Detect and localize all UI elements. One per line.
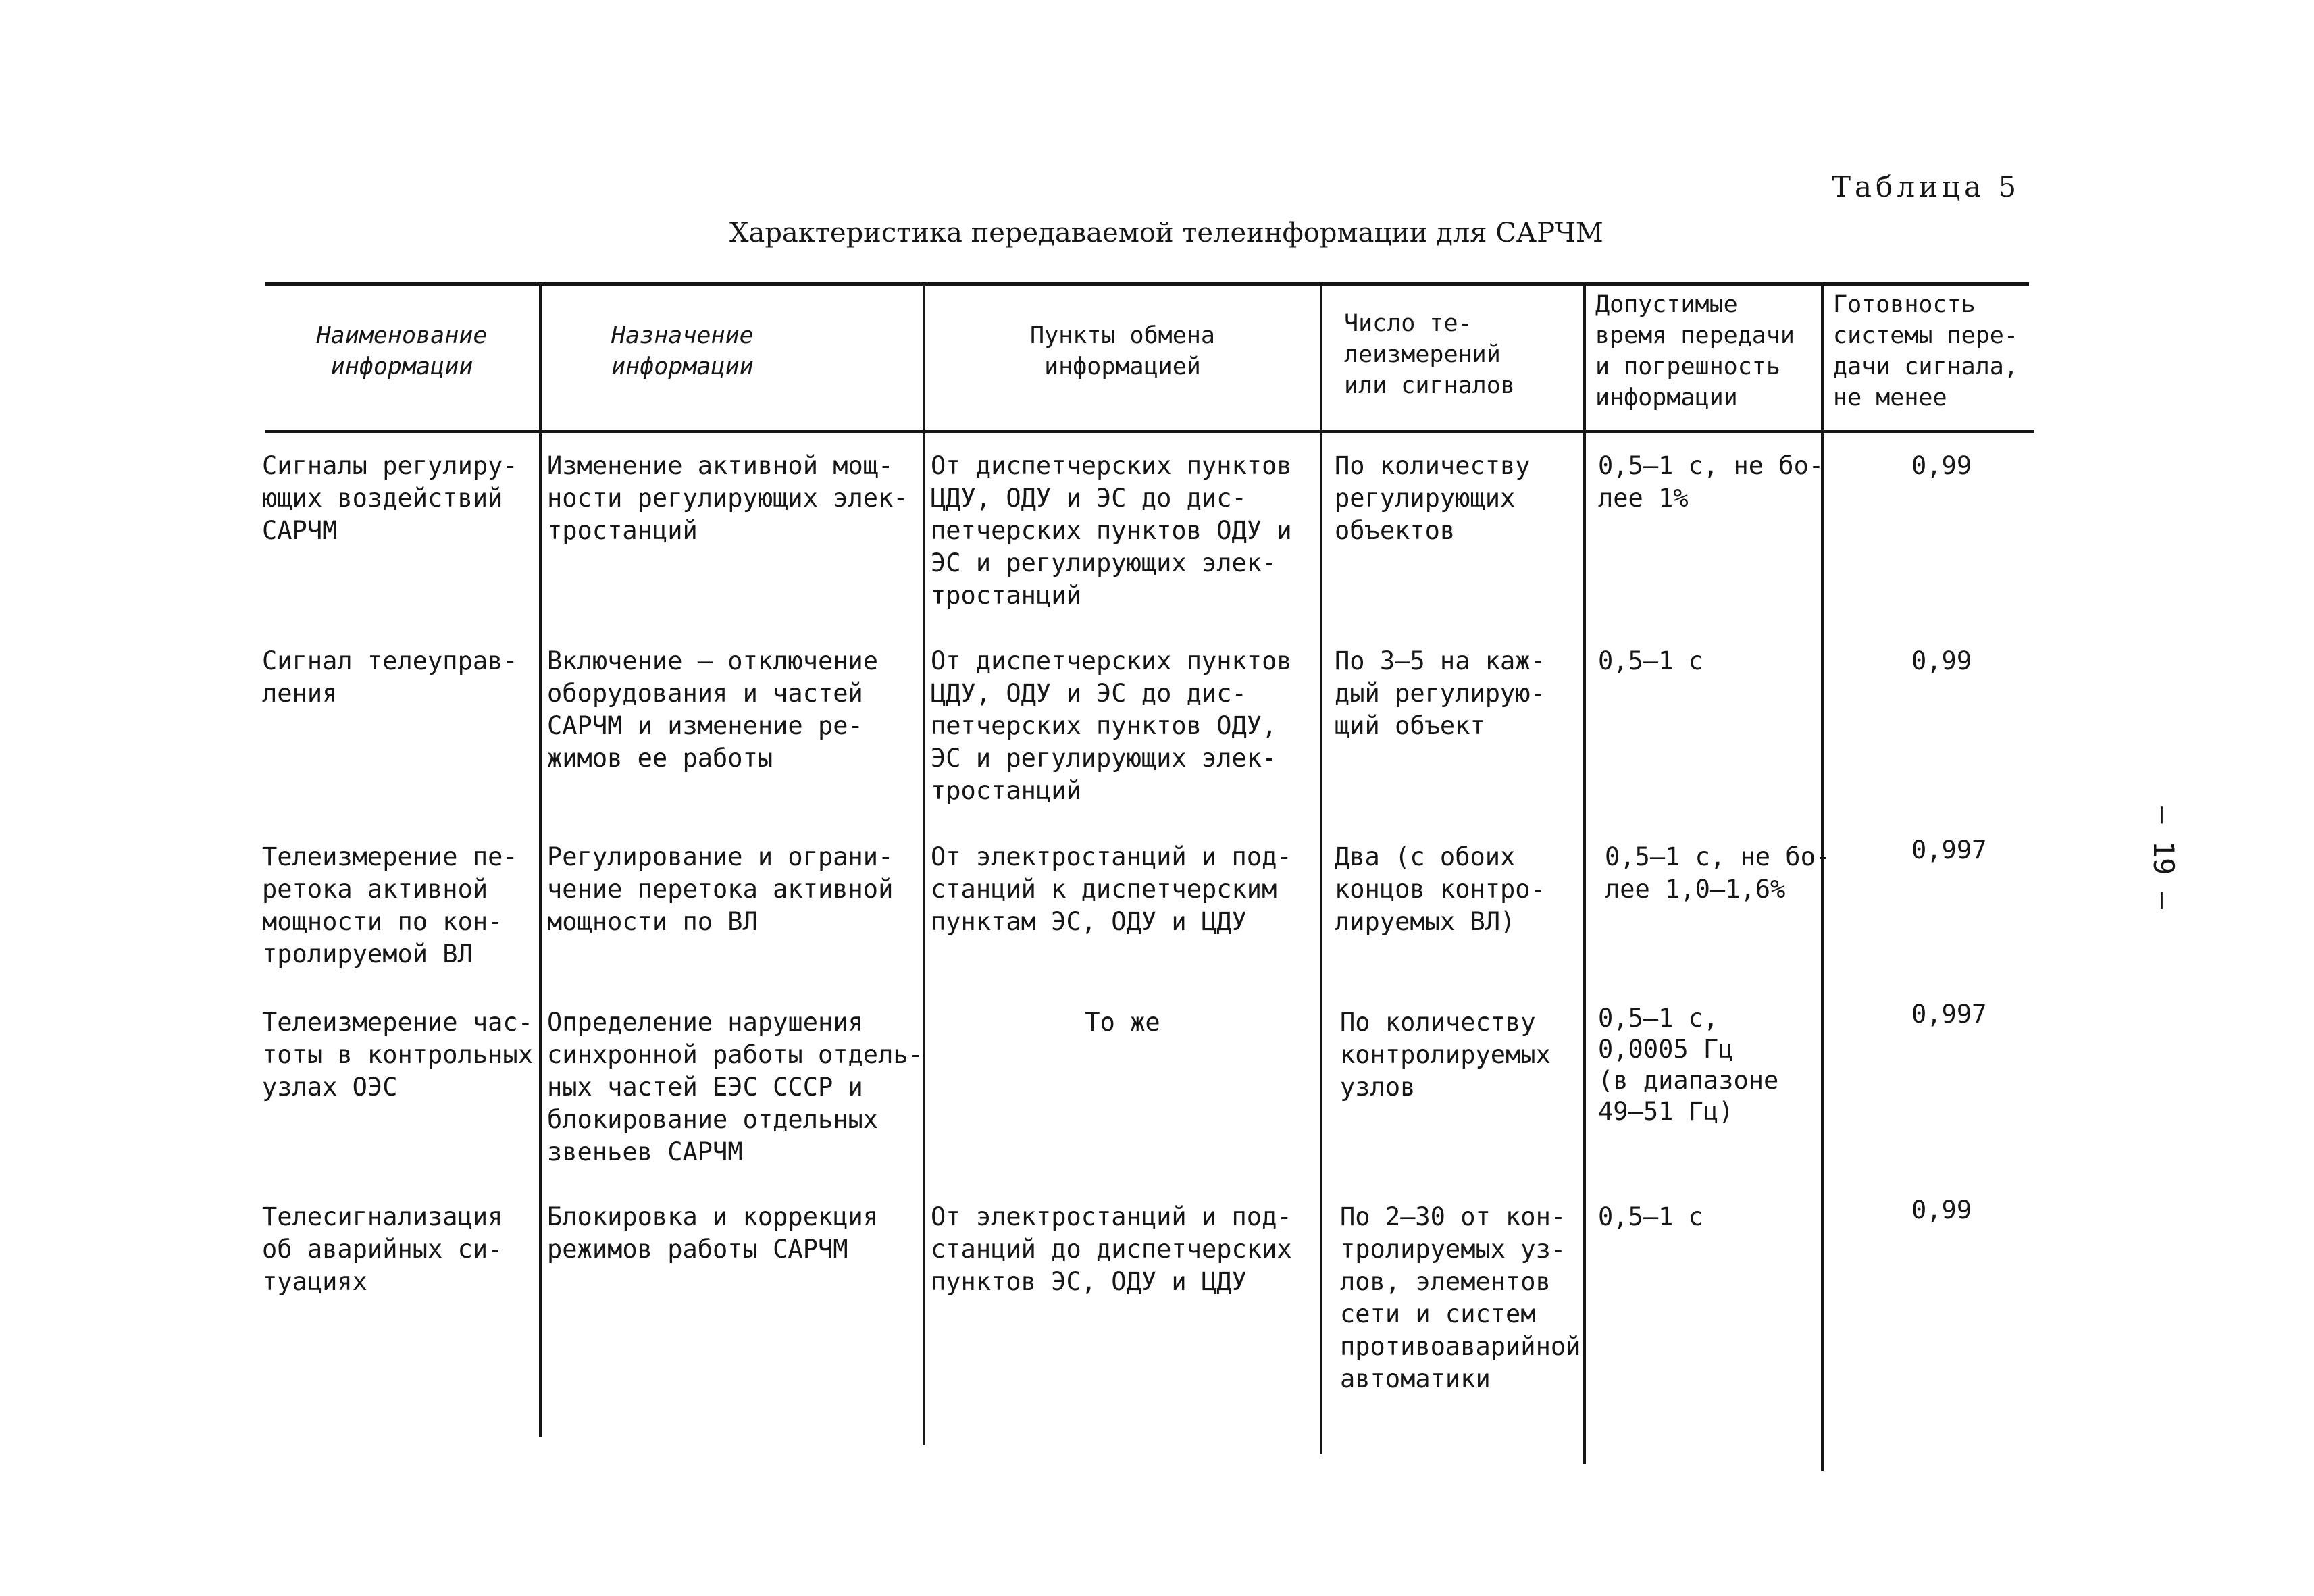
table-cell-readiness: 0,99: [1911, 451, 1972, 480]
table-cell-purpose: Регулирование и ограни- чение перетока активной мощности по ВЛ: [547, 842, 894, 936]
column-header-time: Допустимые время передачи и погрешность информации: [1595, 291, 1795, 411]
table-cell-time: 0,5–1 с: [1598, 646, 1703, 675]
table-cell-name: Телесигнализация об аварийных си- туациях: [262, 1202, 503, 1296]
table-cell-readiness: 0,997: [1911, 835, 1987, 865]
table-cell-name: Телеизмерение час- тоты в контрольных узлах ОЭС: [262, 1008, 533, 1102]
table-cell-points: От электростанций и под- станций к диспетчерским пунктам ЭС, ОДУ и ЦДУ: [931, 842, 1292, 936]
column-header-name: Наименование информации: [316, 322, 488, 380]
column-divider: [539, 282, 542, 1437]
table-label: Таблица 5: [1832, 170, 2021, 203]
table-cell-count: По количеству регулирующих объектов: [1335, 451, 1531, 545]
table-cell-time: 0,5–1 с, 0,0005 Гц (в диапазоне 49–51 Гц): [1598, 1004, 1779, 1126]
table-cell-purpose: Включение – отключение оборудования и частей САРЧМ и изменение ре- жимов ее работы: [547, 646, 879, 773]
table-cell-time: 0,5–1 с: [1598, 1202, 1703, 1231]
table-cell-name: Телеизмерение пе- ретока активной мощности по кон- тролируемой ВЛ: [262, 842, 518, 969]
table-cell-points: От электростанций и под- станций до диспетчерских пунктов ЭС, ОДУ и ЦДУ: [931, 1202, 1292, 1296]
table-cell-readiness: 0,99: [1911, 646, 1972, 675]
table-cell-count: По количеству контролируемых узлов: [1340, 1008, 1551, 1102]
table-cell-time: 0,5–1 с, не бо- лее 1,0–1,6%: [1605, 842, 1831, 904]
table-cell-count: По 3–5 на каж- дый регулирую- щий объект: [1335, 646, 1545, 740]
column-header-purpose: Назначение информации: [611, 322, 754, 380]
table-cell-purpose: Определение нарушения синхронной работы отдель- ных частей ЕЭС СССР и блокирование отдельных звеньев САРЧМ: [547, 1008, 923, 1166]
table-cell-purpose: Изменение активной мощ- ности регулирующих элек- тростанций: [547, 451, 908, 545]
table-cell-count: Два (с обоих концов контро- лируемых ВЛ): [1335, 842, 1545, 936]
page-number: – 19 –: [2147, 806, 2180, 909]
table-cell-name: Сигнал телеуправ- ления: [262, 646, 518, 708]
column-header-points: Пункты обмена информацией: [1030, 322, 1215, 380]
table-cell-count: По 2–30 от кон- тролируемых уз- лов, элементов сети и систем противоаварийной автоматики: [1340, 1202, 1581, 1393]
table-cell-purpose: Блокировка и коррекция режимов работы САРЧМ: [547, 1202, 879, 1264]
table-cell-time: 0,5–1 с, не бо- лее 1%: [1598, 451, 1824, 513]
column-header-readiness: Готовность системы пере- дачи сигнала, не менее: [1833, 291, 2018, 411]
table-cell-points: То же: [1085, 1008, 1160, 1037]
table-cell-name: Сигналы регулиру- ющих воздействий САРЧМ: [262, 451, 518, 545]
table-title: Характеристика передаваемой телеинформации для САРЧМ: [729, 217, 1603, 249]
table-cell-points: От диспетчерских пунктов ЦДУ, ОДУ и ЭС до дис- петчерских пунктов ОДУ и ЭС и регулирующих элек- тростанций: [931, 451, 1292, 610]
table-cell-readiness: 0,997: [1911, 1000, 1987, 1029]
table-cell-readiness: 0,99: [1911, 1195, 1972, 1225]
header-bottom-rule: [265, 430, 2034, 433]
table-top-rule: [265, 282, 2029, 286]
table-cell-points: От диспетчерских пунктов ЦДУ, ОДУ и ЭС до дис- петчерских пунктов ОДУ, ЭС и регулирующих элек- тростанций: [931, 646, 1292, 805]
column-header-count: Число те- леизмерений или сигналов: [1344, 310, 1515, 399]
